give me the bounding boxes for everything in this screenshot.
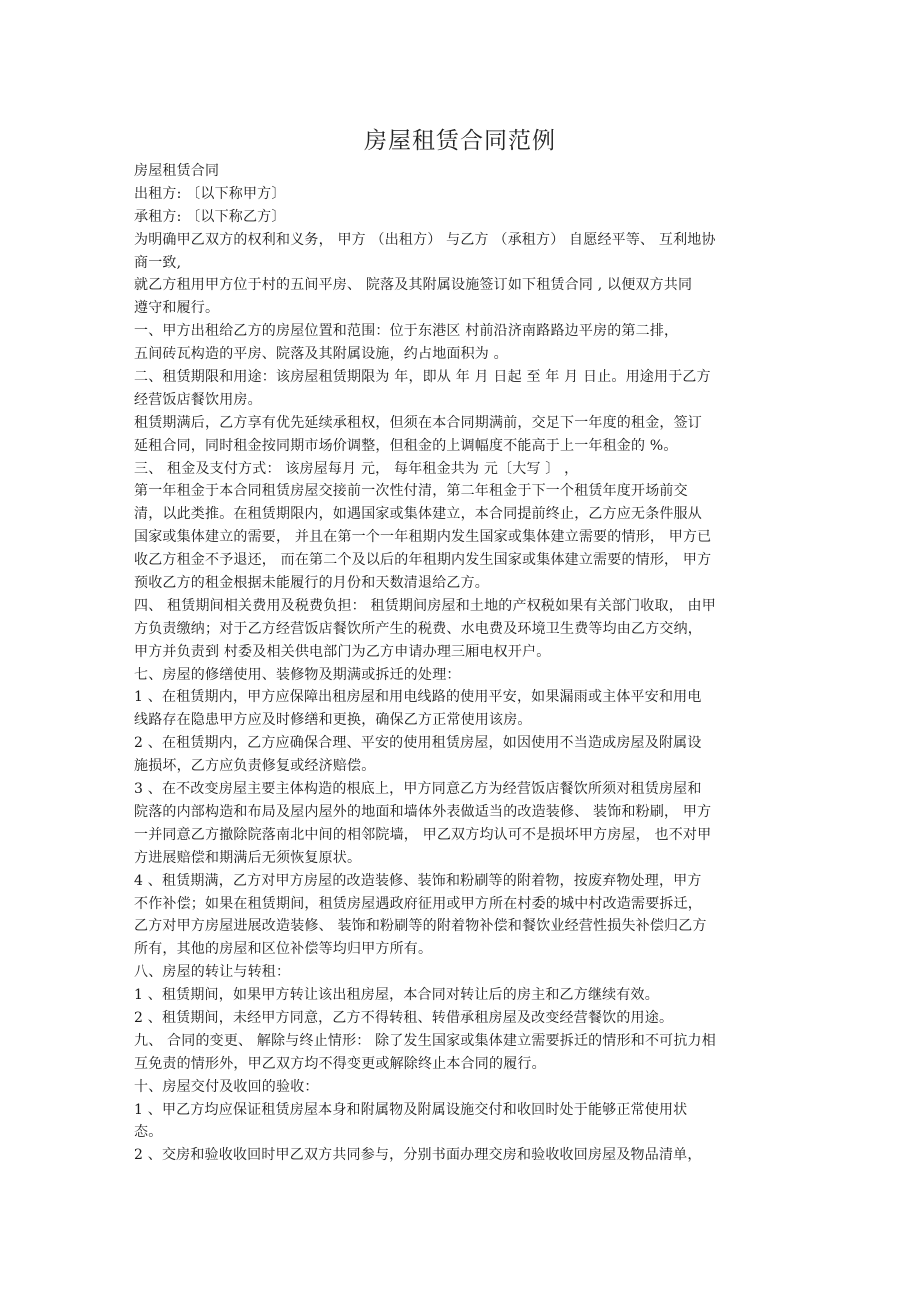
document-line: 方负责缴纳；对于乙方经营饭店餐饮所产生的税费、水电费及环境卫生费等均由乙方交纳， [134, 620, 702, 637]
document-line: 二、租赁期限和用途：该房屋租赁期限为 年，即从 年 月 日起 至 年 月 日止。用途用于乙方 [134, 369, 711, 386]
document-line: 2 、租赁期间，未经甲方同意，乙方不得转租、转借承租房屋及改变经营餐饮的用途。 [134, 1009, 674, 1026]
document-line: 4 、租赁期满，乙方对甲方房屋的改造装修、装饰和粉刷等的附着物，按废弃物处理，甲方 [134, 872, 702, 889]
document-line: 八、房屋的转让与转租： [134, 964, 291, 981]
document-line: 租赁期满后，乙方享有优先延续承租权，但须在本合同期满前，交足下一年度的租金，签订 [134, 414, 702, 431]
document-line: 七、房屋的修缮使用、装修物及期满或拆迁的处理： [134, 666, 461, 683]
document-line: 就乙方租用甲方位于村的五间平房、 院落及其附属设施签订如下租赁合同 , 以便双方共同 [134, 277, 693, 294]
document-line: 施损坏，乙方应负责修复或经济赔偿。 [134, 758, 376, 775]
document-line: 出租方: 〔以下称甲方〕 [134, 185, 286, 202]
document-line: 五间砖瓦构造的平房、院落及其附属设施，约占地面积为 。 [134, 346, 508, 363]
document-line: 九、 合同的变更、 解除与终止情形： 除了发生国家或集体建立需要拆迁的情形和不可抗力相 [134, 1032, 716, 1049]
document-line: 2 、在租赁期内，乙方应确保合理、平安的使用租赁房屋，如因使用不当造成房屋及附属设 [134, 735, 702, 752]
document-line: 线路存在隐患甲方应及时修缮和更换，确保乙方正常使用该房。 [134, 712, 532, 729]
document-line: 预收乙方的租金根据未能履行的月份和天数清退给乙方。 [134, 575, 489, 592]
document-body [134, 160, 794, 1167]
document-line: 一并同意乙方撤除院落南北中间的相邻院墙， 甲乙双方均认可不是损坏甲方房屋， 也不对甲 [134, 826, 712, 843]
document-line: 延租合同，同时租金按同期市场价调整，但租金的上调幅度不能高于上一年租金的 %。 [134, 437, 678, 454]
document-line: 国家或集体建立的需要， 并且在第一个一年租期内发生国家或集体建立需要的情形， 甲方已 [134, 529, 712, 546]
document-line: 收乙方租金不予退还， 而在第二个及以后的年租期内发生国家或集体建立需要的情形， 甲方 [134, 552, 712, 569]
document-line: 乙方对甲方房屋进展改造装修、 装饰和粉刷等的附着物补偿和餐饮业经营性损失补偿归乙方 [134, 918, 707, 935]
document-line: 3 、在不改变房屋主要主体构造的根底上，甲方同意乙方为经营饭店餐饮所须对租赁房屋和 [134, 781, 702, 798]
document-line: 1 、甲乙方均应保证租赁房屋本身和附属物及附属设施交付和收回时处于能够正常使用状 [134, 1101, 688, 1118]
document-line: 三、 租金及支付方式： 该房屋每月 元， 每年租金共为 元〔大写 〕 ， [134, 460, 579, 477]
document-line: 1 、在租赁期内，甲方应保障出租房屋和用电线路的使用平安，如果漏雨或主体平安和用电 [134, 689, 702, 706]
document-line: 房屋租赁合同 [134, 163, 220, 179]
document-line: 方进展赔偿和期满后无须恢复原状。 [134, 849, 362, 866]
document-line: 1 、租赁期间，如果甲方转让该出租房屋，本合同对转让后的房主和乙方继续有效。 [134, 987, 659, 1004]
document-line: 互免责的情形外，甲乙双方均不得变更或解除终止本合同的履行。 [134, 1055, 546, 1072]
document-line: 态。 [134, 1124, 163, 1141]
document-line: 第一年租金于本合同租赁房屋交接前一次性付清，第二年租金于下一个租赁年度开场前交 [134, 483, 688, 500]
document-title: 房屋租赁合同范例 [364, 128, 556, 154]
document-line: 清，以此类推。在租赁期限内，如遇国家或集体建立，本合同提前终止，乙方应无条件服从 [134, 506, 702, 523]
document-line: 2 、交房和验收收回时甲乙双方共同参与，分别书面办理交房和验收收回房屋及物品清单， [134, 1147, 702, 1164]
document-line: 商一致, [134, 254, 182, 271]
document-line: 经营饭店餐饮用房。 [134, 391, 262, 408]
document-line: 甲方并负责到 村委及相关供电部门为乙方申请办理三厢电权开户。 [134, 643, 551, 660]
document-line: 一、甲方出租给乙方的房屋位置和范围：位于东港区 村前沿济南路路边平房的第二排， [134, 323, 679, 340]
document-line: 院落的内部构造和布局及屋内屋外的地面和墙体外表做适当的改造装修、 装饰和粉刷， 甲方 [134, 803, 712, 820]
document-line: 遵守和履行。 [134, 300, 220, 317]
document-line: 十、房屋交付及收回的验收： [134, 1078, 319, 1095]
document-line: 所有，其他的房屋和区位补偿等均归甲方所有。 [134, 941, 433, 958]
document-line: 四、 租赁期间相关费用及税费负担： 租赁期间房屋和土地的产权税如果有关部门收取， 由甲 [134, 597, 716, 614]
document-line: 承租方: 〔以下称乙方〕 [134, 208, 286, 225]
document-line: 不作补偿；如果在租赁期间，租赁房屋遇政府征用或甲方所在村委的城中村改造需要拆迁， [134, 895, 702, 912]
document-line: 为明确甲乙双方的权利和义务， 甲方 （出租方） 与乙方 （承租方） 自愿经平等、 互利地协 [134, 231, 716, 248]
